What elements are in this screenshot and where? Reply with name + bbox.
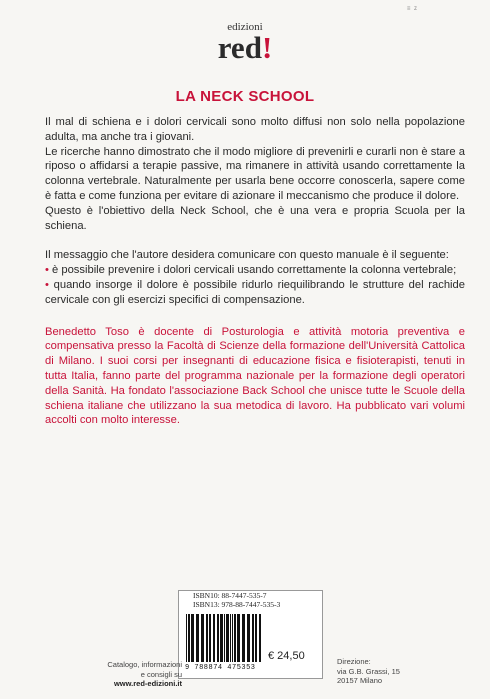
- barcode-bar: [232, 614, 233, 662]
- logo-word: red: [217, 30, 262, 65]
- barcode-bar: [186, 614, 187, 662]
- back-cover-text: [45, 115, 465, 428]
- isbn13: ISBN13: 978-88-7447-535-3: [193, 600, 281, 609]
- paragraph-research: Le ricerche hanno dimostrato che il modo migliore di prevenirli e curarli non è stare a riposo o affidarsi a terapie passive, ma rimanere in attività usando correttamente la colonna vertebrale. Naturalmente per usarla bene occorre conoscerla, sapere come è fatta e come funziona per evitare di azionare il meccanismo che produce il dolore.: [45, 145, 465, 202]
- logo-exclamation: !: [261, 30, 273, 65]
- barcode-bar: [224, 614, 225, 662]
- barcode-bar: [226, 614, 229, 662]
- message-bullet-2: [45, 278, 465, 308]
- barcode-bar: [230, 614, 231, 662]
- book-title: LA NECK SCHOOL: [175, 88, 315, 105]
- isbn-block: [193, 591, 280, 609]
- barcode-bar: [196, 614, 199, 662]
- author-bio: Benedetto Toso è docente di Posturologia e attività motoria preventiva e compensativa presso la Facoltà di Scienze della formazione dell'Università Cattolica di Milano. I suoi corsi per insegnanti di educazione fisica e fisioterapisti, tenuti in tutta Italia, fanno parte del programma nazionale per la formazione degli operatori della Sanità. Ha fondato l'associazione Back School che unisce tutte le Scuole della schiena italiane che utilizzano la sua metodica di lavoro. Ha pubblicato vari volumi accolti con molto interesse.: [45, 325, 465, 427]
- isbn10: ISBN10: 88-7447-535-7: [193, 591, 267, 600]
- publisher-logo: [0, 22, 490, 63]
- bullet-text-1: è possibile prevenire i dolori cervicali usando correttamente la colonna vertebrale;: [52, 264, 457, 277]
- website-link[interactable]: www.red-edizioni.it: [113, 679, 182, 688]
- barcode-bar: [247, 614, 250, 662]
- barcode-bar: [191, 614, 194, 662]
- paragraph-goal: Questo è l'obiettivo della Neck School, che è una vera e propria Scuola per la schiena.: [45, 204, 465, 232]
- barcode-bar: [220, 614, 223, 662]
- barcode-bar: [209, 614, 211, 662]
- barcode-icon: [186, 614, 262, 664]
- logo-big-text: [0, 30, 490, 65]
- barcode-bar: [242, 614, 245, 662]
- bullet-dot-icon: •: [45, 264, 49, 277]
- barcode-bar: [217, 614, 219, 662]
- footer-left-line2: e consigli su: [140, 669, 182, 679]
- footer-address: [337, 657, 400, 686]
- logo-small-text: edizioni: [227, 21, 263, 33]
- footer-right-line2: via G.B. Grassi, 15: [337, 666, 400, 676]
- message-intro: Il messaggio che l'autore desidera comunicare con questo manuale è il seguente:: [45, 249, 449, 262]
- barcode-bar: [234, 614, 236, 662]
- corner-mark: ≡ z: [406, 6, 418, 12]
- footer-right-line3: 20157 Milano: [337, 676, 383, 685]
- message-bullet-1: [45, 263, 465, 278]
- barcode-bar: [206, 614, 208, 662]
- barcode-bar: [252, 614, 254, 662]
- price: € 24,50: [268, 650, 305, 662]
- bullet-text-2: quando insorge il dolore è possibile ridurlo riequilibrando le strutture del rachide cervicale con gli esercizi specifici di compensazione.: [45, 278, 465, 306]
- footer-catalog-info: [92, 660, 182, 689]
- barcode-bar: [213, 614, 215, 662]
- barcode-bar: [255, 614, 257, 662]
- barcode-bar: [201, 614, 204, 662]
- barcode-number: 9 788874 475353: [185, 664, 256, 672]
- footer-left-line1: Catalogo, informazioni: [107, 660, 182, 669]
- barcode-bar: [188, 614, 190, 662]
- barcode-bar: [237, 614, 240, 662]
- paragraph-intro: Il mal di schiena e i dolori cervicali sono molto diffusi non solo nella popolazione adulta, ma anche tra i giovani.: [45, 116, 465, 143]
- bullet-dot-icon: •: [45, 278, 49, 291]
- footer-right-line1: Direzione:: [337, 657, 371, 666]
- barcode-bar: [259, 614, 261, 662]
